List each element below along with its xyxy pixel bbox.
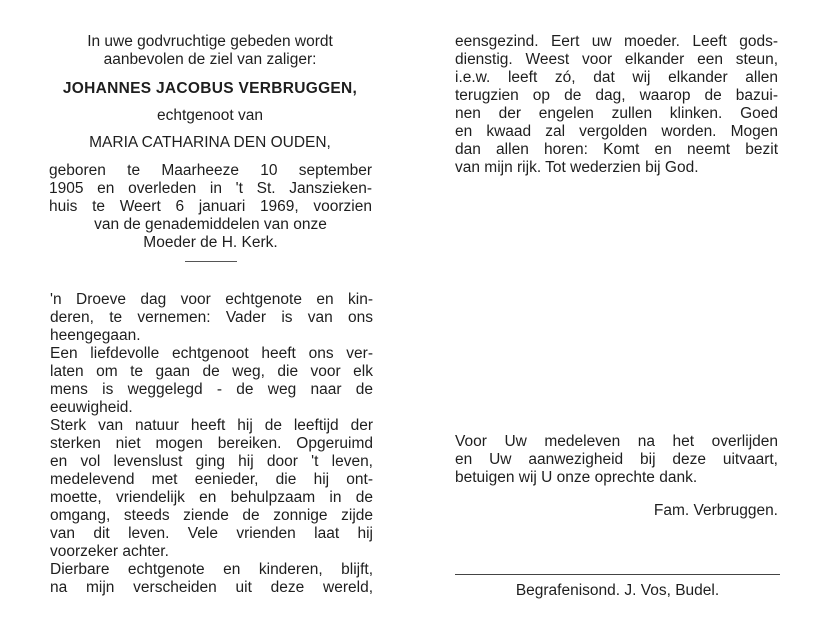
thanks-line: Voor Uw medeleven na het overlijden (455, 433, 778, 450)
text-line: terugzien op de dag, waarop de bazui- (455, 87, 778, 104)
thanks-line: en Uw aanwezigheid bij deze uitvaart, (455, 451, 778, 468)
intro-line: aanbevolen de ziel van zaliger: (103, 51, 317, 68)
signature: Fam. Verbruggen. (653, 502, 778, 519)
text-line: mens is weggelegd - de weg naar de (50, 381, 373, 398)
text-line: sterken niet mogen bereiken. Opgeruimd (50, 435, 373, 452)
text-line: Dierbare echtgenote en kinderen, blijft, (50, 561, 373, 578)
thanks-line: betuigen wij U onze oprechte dank. (455, 469, 698, 486)
text-line: eeuwigheid. (50, 399, 133, 416)
biography-line: van de genademiddelen van onze (94, 216, 327, 233)
text-line: voorzeker achter. (50, 543, 169, 560)
text-line: nen der engelen zullen klinken. Goed (455, 105, 778, 122)
spouse-name: MARIA CATHARINA DEN OUDEN, (89, 134, 331, 151)
text-line: i.e.w. leeft zó, dat wij elkander allen (455, 69, 778, 86)
text-line: moette, vriendelijk en behulpzaam in de (50, 489, 373, 506)
biography-line: Moeder de H. Kerk. (143, 234, 278, 251)
text-line: 'n Droeve dag voor echtgenote en kin- (50, 291, 373, 308)
intro-line: In uwe godvruchtige gebeden wordt (87, 33, 333, 50)
text-line: en vol levenslust ging hij door 't leven, (50, 453, 373, 470)
text-line: Een liefdevolle echtgenoot heeft ons ver- (50, 345, 373, 362)
text-line: dienstig. Weest voor elkander een steun, (455, 51, 778, 68)
text-line: van mijn rijk. Tot wederzien bij God. (455, 159, 699, 176)
text-line: Sterk van natuur heeft hij de leeftijd der (50, 417, 373, 434)
deceased-name: JOHANNES JACOBUS VERBRUGGEN, (62, 80, 358, 97)
text-line: medelevend met eenieder, die hij ont- (50, 471, 373, 488)
footer-rule (455, 574, 780, 575)
biography-line: geboren te Maarheeze 10 september (49, 162, 372, 179)
text-line: van dit leven. Vele vrienden laat hij (50, 525, 373, 542)
text-line: heengegaan. (50, 327, 141, 344)
biography-line: 1905 en overleden in 't St. Janszieken- (49, 180, 372, 197)
text-line: na mijn verscheiden uit deze wereld, (50, 579, 373, 596)
undertaker: Begrafenisond. J. Vos, Budel. (515, 582, 720, 599)
text-line: deren, te vernemen: Vader is van ons (50, 309, 373, 326)
text-line: laten om te gaan de weg, die voor elk (50, 363, 373, 380)
biography-line: huis te Weert 6 januari 1969, voorzien (49, 198, 372, 215)
text-line: dan allen horen: Komt en neemt bezit (455, 141, 778, 158)
text-line: omgang, steeds ziende de zonnige zijde (50, 507, 373, 524)
text-line: eensgezind. Eert uw moeder. Leeft gods- (455, 33, 778, 50)
text-line: en kwaad zal vergolden worden. Mogen (455, 123, 778, 140)
right-page (419, 0, 829, 625)
relation-text: echtgenoot van (156, 107, 263, 124)
divider (185, 261, 237, 262)
left-page (0, 0, 410, 625)
